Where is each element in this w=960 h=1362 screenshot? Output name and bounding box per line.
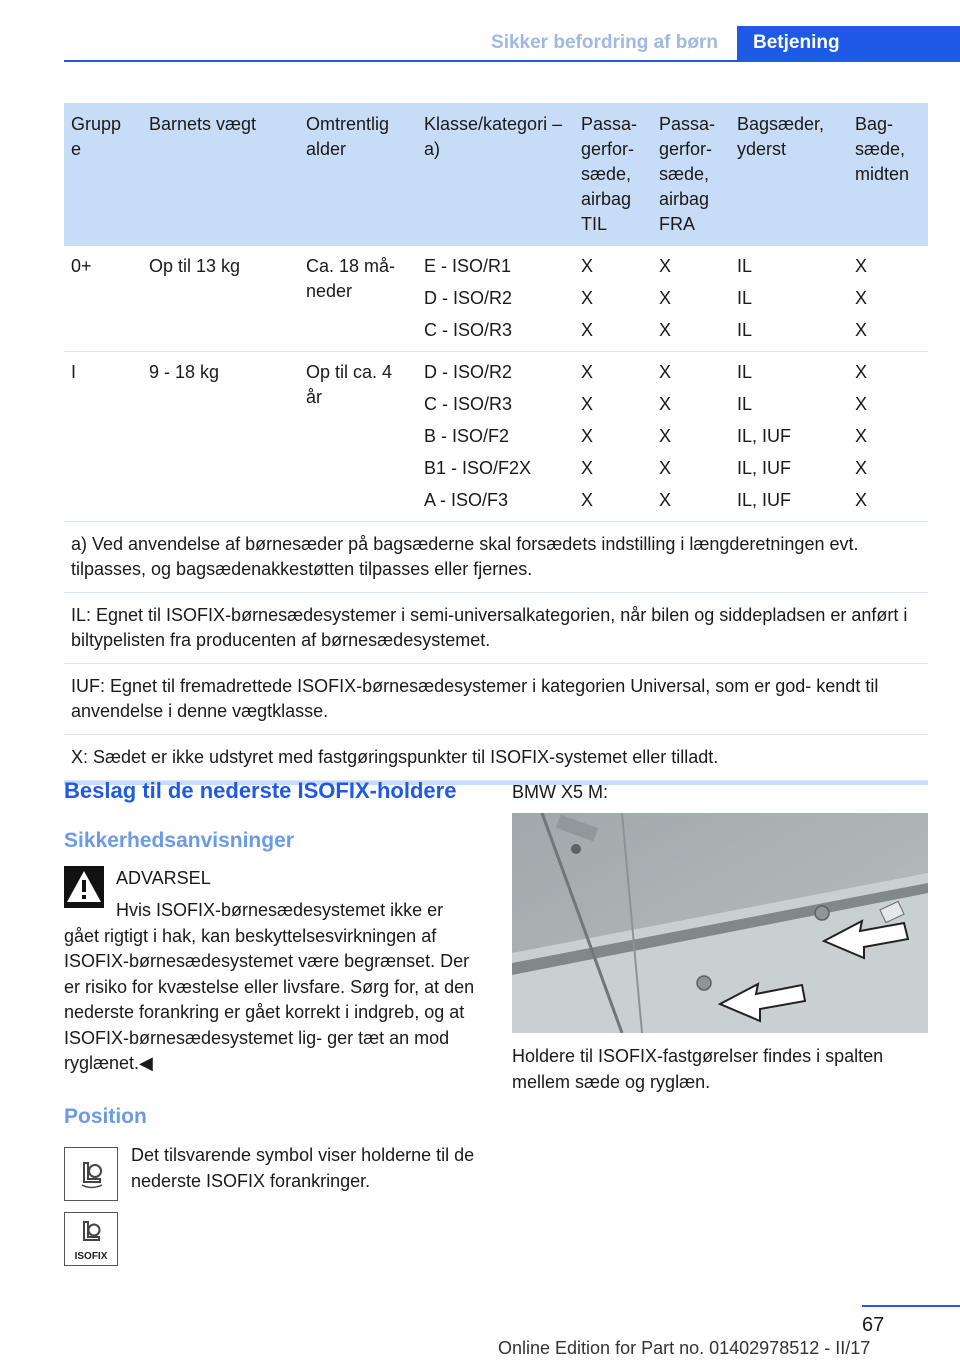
col-header-class: Klasse/kategori – a)	[424, 114, 563, 159]
cell-weight: 9 - 18 kg	[149, 362, 220, 382]
cell-airbag-off	[652, 352, 730, 521]
mark: IL	[737, 394, 753, 414]
isofix-table	[64, 103, 928, 785]
mark: X	[659, 458, 672, 478]
footer-rule	[862, 1305, 960, 1307]
section-heading: Beslag til de nederste ISOFIX-holdere	[64, 778, 457, 803]
table-row	[64, 352, 928, 522]
col-header-rear-outer: Bagsæder, yderst	[737, 114, 825, 159]
cell-age: Op til ca. 4 år	[306, 362, 393, 407]
col-header-group: Grupp e	[71, 114, 122, 159]
mark: X	[855, 426, 868, 446]
isofix-seat-icon	[64, 1147, 118, 1201]
cell-rear-outer	[730, 246, 848, 351]
col-header-airbag-off: Passa- gerfor- sæde, airbag FRA	[659, 114, 716, 234]
table-note: IUF: Egnet til fremadrettede ISOFIX-børnesædesystemer i kategorien Universal, som er god- kendt til anvendelse i denne vægtklasse.	[64, 664, 928, 735]
cell-classes	[417, 246, 574, 351]
mark: X	[659, 490, 672, 510]
mark: X	[855, 256, 868, 276]
mark: X	[855, 320, 868, 340]
class-value: B - ISO/F2	[424, 426, 510, 446]
warning-text: Hvis ISOFIX-børnesædesystemet ikke er gået rigtigt i hak, kan beskyttelsesvirkningen af ISOFIX-børnesædesystemet være begrænset. Der er risiko for kvæstelse eller livsfare. Sørg for, at den nederste forankring er gået korrekt i indgreb, og at ISOFIX-børnesædesystemet lig- ger tæt an mod ryglænet.◀	[64, 900, 475, 1073]
mark: X	[855, 362, 868, 382]
class-value: C - ISO/R3	[424, 394, 513, 414]
mark: X	[855, 458, 868, 478]
mark: X	[581, 362, 594, 382]
mark: X	[659, 320, 672, 340]
mark: X	[581, 394, 594, 414]
class-value: B1 - ISO/F2X	[424, 458, 532, 478]
table-header-row	[64, 103, 928, 246]
seat-photo	[512, 813, 928, 1033]
mark: X	[855, 288, 868, 308]
class-value: D - ISO/R2	[424, 288, 513, 308]
cell-weight: Op til 13 kg	[149, 256, 241, 276]
mark: IL	[737, 288, 753, 308]
col-header-weight: Barnets vægt	[149, 114, 257, 134]
position-heading: Position	[64, 1105, 147, 1128]
cell-airbag-on	[574, 352, 652, 521]
mark: IL, IUF	[737, 490, 792, 510]
col-header-age: Omtrentlig alder	[306, 114, 390, 159]
mark: X	[581, 426, 594, 446]
isofix-label: ISOFIX	[74, 1251, 108, 1262]
mark: X	[659, 426, 672, 446]
safety-heading: Sikkerhedsanvisninger	[64, 829, 294, 852]
cell-group: 0+	[71, 256, 92, 276]
class-value: D - ISO/R2	[424, 362, 513, 382]
warning-label: ADVARSEL	[116, 868, 211, 888]
mark: X	[659, 288, 672, 308]
mark: IL, IUF	[737, 426, 792, 446]
model-label: BMW X5 M:	[512, 782, 609, 802]
mark: IL	[737, 256, 753, 276]
table-row	[64, 246, 928, 352]
mark: X	[581, 256, 594, 276]
mark: X	[581, 288, 594, 308]
page-number: 67	[862, 1314, 885, 1336]
table-note: IL: Egnet til ISOFIX-børnesædesystemer i semi-universalkategorien, når bilen og siddepladsen er anført i biltypelisten fra producenten af børnesædesystemet.	[64, 593, 928, 664]
class-value: C - ISO/R3	[424, 320, 513, 340]
mark: X	[581, 320, 594, 340]
edition-note: Online Edition for Part no. 01402978512 - II/17	[498, 1338, 871, 1358]
mark: X	[659, 394, 672, 414]
col-header-rear-middle: Bag- sæde, midten	[855, 114, 910, 184]
header-rule	[64, 60, 960, 62]
mark: X	[659, 362, 672, 382]
isofix-label-icon	[64, 1212, 118, 1266]
position-text: Det tilsvarende symbol viser holderne til de nederste ISOFIX forankringer.	[131, 1145, 475, 1191]
table-note: X: Sædet er ikke udstyret med fastgøringspunkter til ISOFIX-systemet eller tilladt.	[64, 735, 928, 781]
class-value: A - ISO/F3	[424, 490, 509, 510]
cell-group: I	[71, 362, 77, 382]
cell-rear-middle	[848, 352, 928, 521]
cell-age: Ca. 18 må- neder	[306, 256, 396, 301]
chapter-tab: Betjening	[737, 26, 960, 60]
mark: X	[855, 490, 868, 510]
page-header	[0, 0, 960, 62]
mark: IL	[737, 362, 753, 382]
cell-rear-middle	[848, 246, 928, 351]
mark: X	[581, 490, 594, 510]
col-header-airbag-on: Passa- gerfor- sæde, airbag TIL	[581, 114, 638, 234]
cell-classes	[417, 352, 574, 521]
mark: X	[659, 256, 672, 276]
cell-airbag-off	[652, 246, 730, 351]
mark: X	[581, 458, 594, 478]
mark: IL, IUF	[737, 458, 792, 478]
mark: IL	[737, 320, 753, 340]
mark: X	[855, 394, 868, 414]
section-title: Sikker befordring af børn	[491, 32, 718, 53]
table-note: a) Ved anvendelse af børnesæder på bagsæderne skal forsædets indstilling i længderetningen evt. tilpasses, og bagsædenakkestøtten tilpasses eller fjernes.	[64, 522, 928, 593]
cell-rear-outer	[730, 352, 848, 521]
cell-airbag-on	[574, 246, 652, 351]
class-value: E - ISO/R1	[424, 256, 512, 276]
photo-caption: Holdere til ISOFIX-fastgørelser findes i spalten mellem sæde og ryglæn.	[512, 1046, 884, 1092]
